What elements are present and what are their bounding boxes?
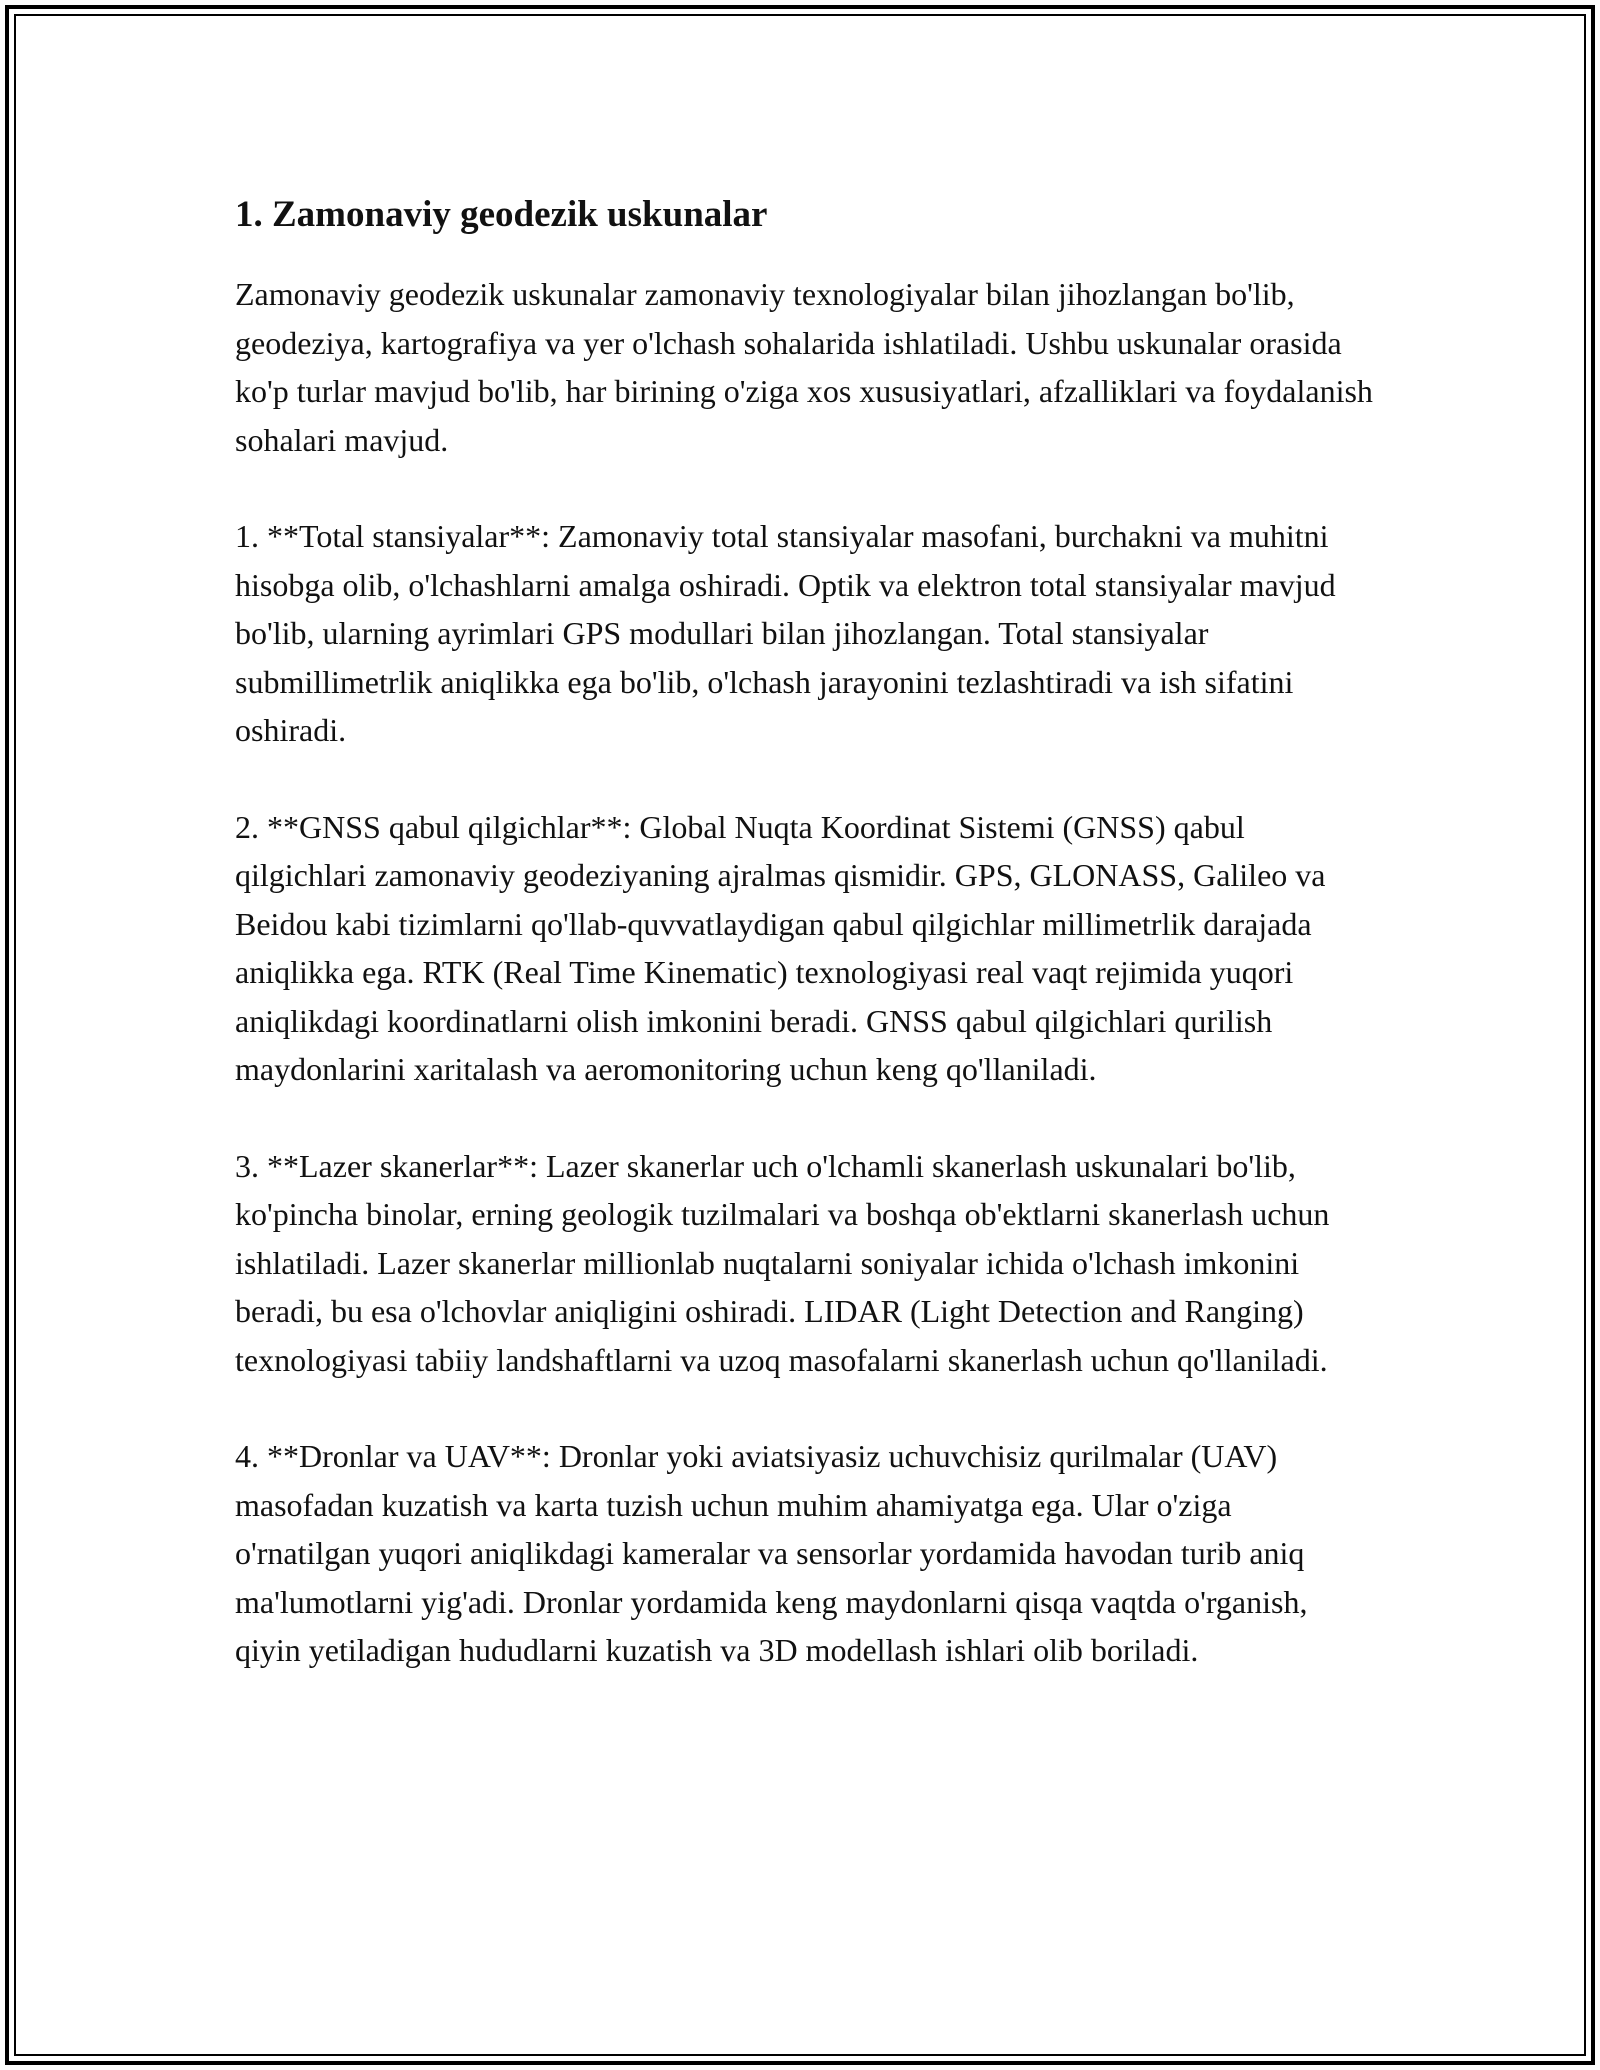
document-heading: 1. Zamonaviy geodezik uskunalar <box>235 194 768 235</box>
drones-uav-paragraph: 4. **Dronlar va UAV**: Dronlar yoki aviatsiyasiz uchuvchisiz qurilmalar (UAV) masofadan kuzatish va karta tuzish uchun muhim ahamiyatga ega. Ular o'ziga o'rnatilgan yuqori aniqlikdagi kameralar va sensorlar yordamida havodan turib aniq ma'lumotlarni yig'adi. Dronlar yordamida keng maydonlarni qisqa vaqtda o'rganish, qiyin yetiladigan hududlarni kuzatish va 3D modellash ishlari olib boriladi. <box>235 1438 1308 1668</box>
laser-scanners-paragraph: 3. **Lazer skanerlar**: Lazer skanerlar uch o'lchamli skanerlash uskunalari bo'lib, ko'pincha binolar, erning geologik tuzilmalari va boshqa ob'ektlarni skanerlash uchun ishlatiladi. Lazer skanerlar millionlab nuqtalarni soniyalar ichida o'lchash imkonini beradi, bu esa o'lchovlar aniqligini oshiradi. LIDAR (Light Detection and Ranging) texnologiyasi tabiiy landshaftlarni va uzoq masofalarni skanerlash uchun qo'llaniladi. <box>235 1147 1330 1378</box>
gnss-receivers-paragraph: 2. **GNSS qabul qilgichlar**: Global Nuqta Koordinat Sistemi (GNSS) qabul qilgichlari zamonaviy geodeziyaning ajralmas qismidir. GPS, GLONASS, Galileo va Beidou kabi tizimlarni qo'llab-quvvatlaydigan qabul qilgichlar millimetrlik darajada aniqlikka ega. RTK (Real Time Kinematic) texnologiyasi real vaqt rejimida yuqori aniqlikdagi koordinatlarni olish imkonini beradi. GNSS qabul qilgichlari qurilish maydonlarini xaritalash va aeromonitoring uchun keng qo'llaniladi. <box>235 808 1326 1087</box>
intro-paragraph: Zamonaviy geodezik uskunalar zamonaviy texnologiyalar bilan jihozlangan bo'lib, geodeziya, kartografiya va yer o'lchash sohalarida ishlatiladi. Ushbu uskunalar orasida ko'p turlar mavjud bo'lib, har birining o'ziga xos xususiyatlari, afzalliklari va foydalanish sohalari mavjud. <box>235 276 1373 458</box>
document-body <box>235 188 1375 1723</box>
total-stations-paragraph: 1. **Total stansiyalar**: Zamonaviy total stansiyalar masofani, burchakni va muhitni hisobga olib, o'lchashlarni amalga oshiradi. Optik va elektron total stansiyalar mavjud bo'lib, ularning ayrimlari GPS modullari bilan jihozlangan. Total stansiyalar submillimetrlik aniqlikka ega bo'lib, o'lchash jarayonini tezlashtiradi va ish sifatini oshiradi. <box>235 518 1336 748</box>
